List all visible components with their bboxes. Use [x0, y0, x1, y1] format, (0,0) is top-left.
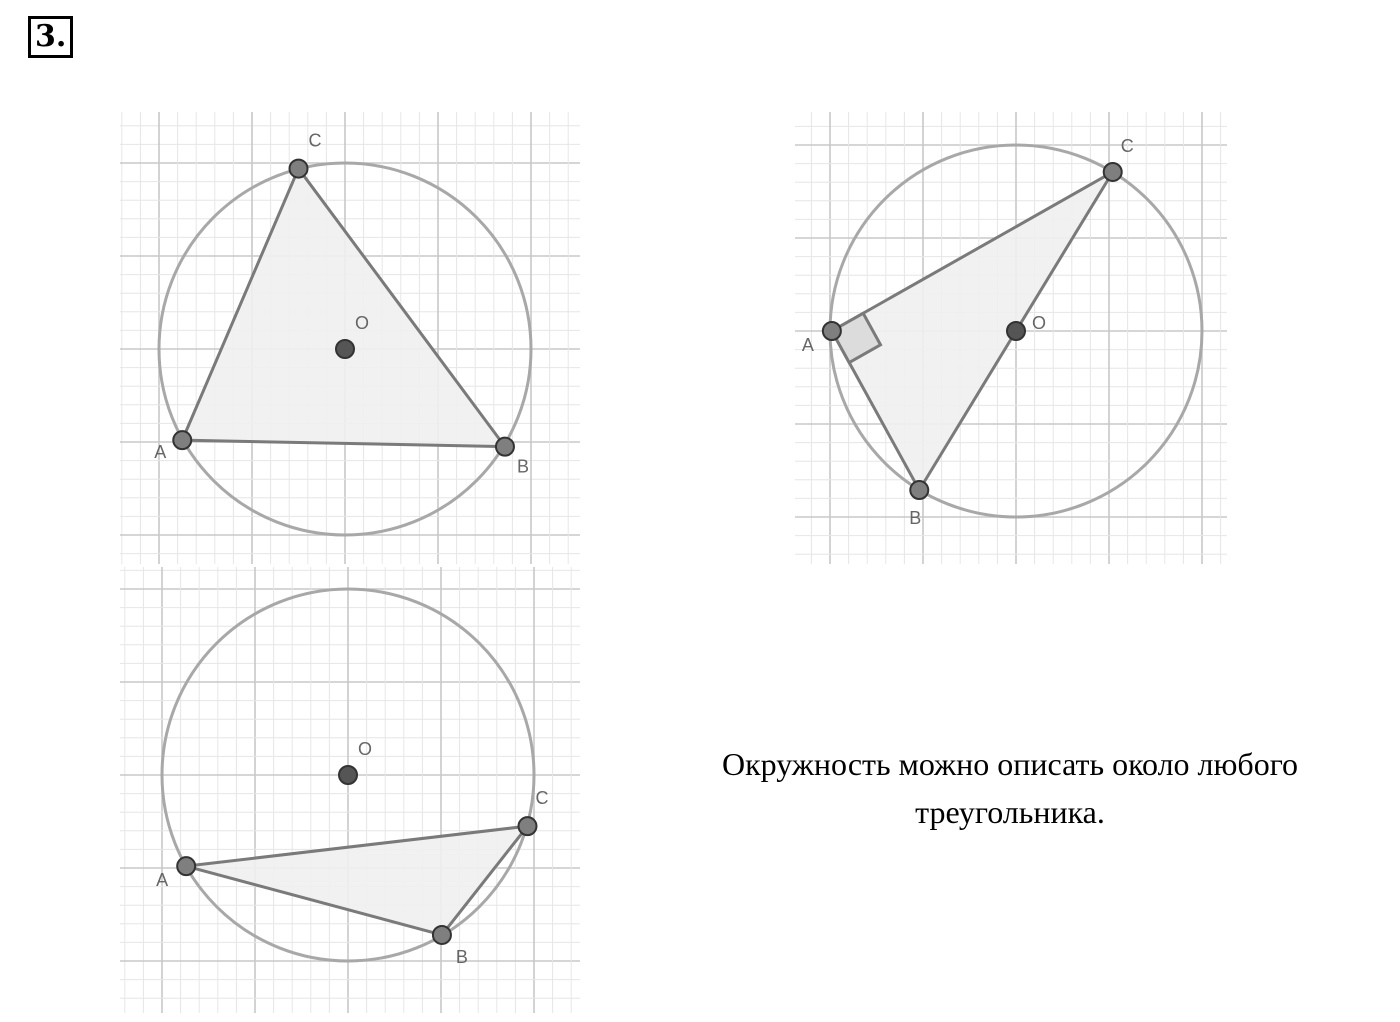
point-vertex-c	[1104, 163, 1122, 181]
label-c: C	[1120, 135, 1134, 156]
point-center	[339, 766, 357, 784]
label-b: B	[909, 508, 922, 529]
label-c: C	[308, 130, 322, 151]
point-vertex-c	[518, 817, 536, 835]
point-vertex-b	[433, 926, 451, 944]
figure-acute-triangle	[120, 112, 580, 564]
point-vertex-a	[823, 322, 841, 340]
figure-right-triangle	[795, 112, 1227, 564]
point-vertex-b	[496, 438, 514, 456]
label-o: O	[1032, 313, 1047, 333]
point-vertex-a	[177, 857, 195, 875]
point-vertex-a	[173, 431, 191, 449]
label-c: C	[535, 788, 549, 809]
task-number: 3.	[28, 16, 73, 58]
label-a: A	[801, 335, 814, 355]
label-b: B	[455, 946, 468, 967]
grid	[120, 567, 580, 1013]
triangle	[186, 826, 527, 935]
caption-text: Окружность можно описать около любого треугольника.	[721, 746, 1299, 830]
point-center	[336, 340, 354, 358]
label-a: A	[154, 442, 167, 463]
point-vertex-b	[910, 481, 928, 499]
label-a: A	[156, 870, 169, 891]
point-vertex-c	[290, 160, 308, 178]
point-center	[1007, 322, 1025, 340]
label-o: O	[355, 313, 370, 333]
figure-obtuse-triangle	[120, 567, 580, 1013]
label-b: B	[516, 456, 529, 477]
label-o: O	[358, 739, 373, 759]
